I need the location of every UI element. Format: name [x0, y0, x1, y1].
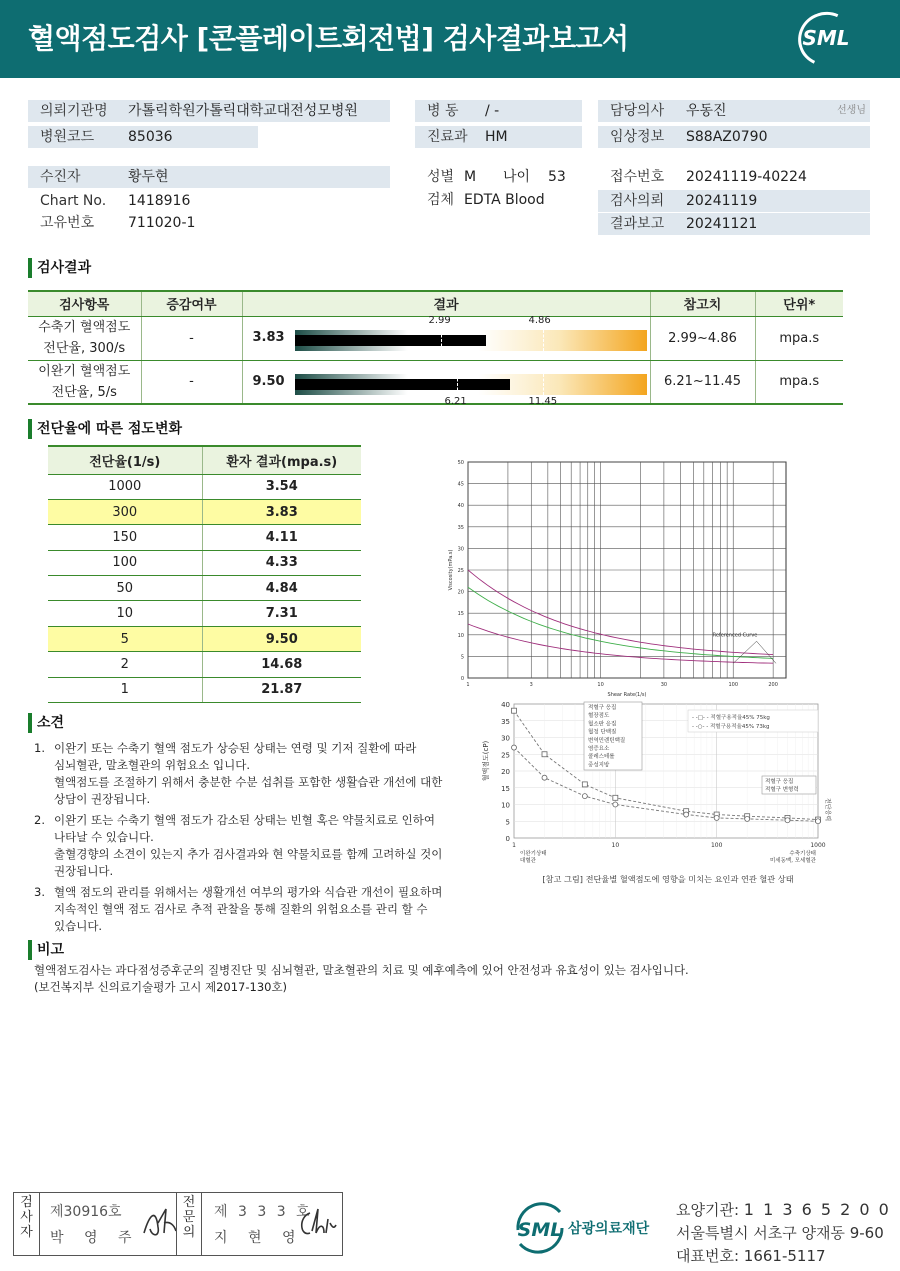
shear-row	[48, 576, 361, 601]
chart1-annotation: Referenced Curve	[712, 632, 758, 639]
chart2-series-75kg-point	[512, 708, 517, 713]
chart2-left-box-item: 변역민렌틴백질	[588, 737, 626, 744]
chart1-y-tick: 5	[460, 654, 464, 661]
chart2-y-tick: 25	[501, 751, 510, 760]
shear-row	[48, 474, 361, 499]
header-change: 증감여부	[141, 291, 242, 316]
shear-rate: 2	[48, 652, 202, 677]
chart2-left-box-item: 혈청 단백질	[588, 729, 617, 736]
report-header	[0, 0, 900, 78]
specimen-row: 검체 EDTA Blood	[415, 189, 585, 211]
doctor-header: 전 문 의	[176, 1193, 202, 1255]
chart2-left-box-item: 염증요소	[588, 746, 610, 752]
chart2-y-tick: 20	[501, 768, 510, 776]
chart2-x-left-label: 이완기상태	[520, 851, 547, 857]
doctor-license: 제 3 3 3 호	[214, 1204, 313, 1220]
chart1-y-label: Viscosity(mPa.s)	[448, 549, 454, 591]
patient-name: 황두현	[128, 169, 169, 185]
header-item: 검사항목	[28, 291, 141, 316]
chart2-x-right-label-2: 미세동맥, 모세혈관	[769, 858, 816, 864]
age-value: 53	[548, 169, 566, 185]
result-gauge-cell	[242, 360, 650, 407]
department-value: HM	[485, 129, 508, 145]
chart2-series-73kg-point	[613, 802, 618, 807]
doctor-signature	[296, 1203, 338, 1243]
shear-rate: 10	[48, 601, 202, 626]
shear-section-title: 전단율에 따른 점도변화	[28, 419, 182, 439]
ward-value: / -	[485, 103, 500, 119]
chart1-x-label: Shear Rate(1/s)	[607, 692, 647, 698]
doctor-row: 담당의사 우동진 선생님	[598, 100, 870, 122]
chart2-y-tick: 0	[505, 835, 510, 843]
shear-rate: 1000	[48, 474, 202, 499]
shear-result: 4.11	[202, 525, 361, 550]
chart2-series-73kg-point	[512, 745, 517, 750]
doctor-suffix: 선생님	[837, 105, 866, 116]
chart1-x-tick: 1	[466, 682, 470, 688]
chart2-series-73kg-point	[542, 775, 547, 780]
footer-info: 요양기관: 1 1 3 6 5 2 0 0 서울특별시 서초구 양재동 9-60 대표번호: 1661-5117	[676, 1200, 891, 1265]
gauge-ref-low-label: 6.21	[444, 395, 467, 407]
chart2-series-75kg-point	[613, 795, 618, 800]
shear-table	[48, 445, 361, 703]
result-gauge-fill	[295, 379, 511, 390]
chart2-y-tick: 40	[501, 701, 510, 709]
chart2-left-box-item: 적혈구 응집	[588, 705, 617, 711]
result-reference: 6.21~11.45	[650, 360, 755, 404]
technician-name: 박 영 주	[50, 1230, 140, 1246]
header-patient-result: 환자 결과(mpa.s)	[202, 446, 361, 474]
sex-age-row: 성별 M 나이 53	[415, 166, 585, 188]
request-date: 20241119	[686, 193, 758, 209]
report-title: 혈액점도검사 [콘플레이트회전법] 검사결과보고서	[28, 22, 629, 55]
header-unit: 단위*	[755, 291, 843, 316]
sml-logo: SML	[798, 12, 854, 66]
shear-rate: 300	[48, 499, 202, 524]
chart2-series-73kg-point	[714, 815, 719, 820]
chart1-y-tick: 30	[457, 546, 464, 553]
institution-value: 가톨릭학원가톨릭대학교대전성모병원	[128, 103, 358, 119]
chart1-y-tick: 40	[457, 503, 464, 510]
unique-number: 711020-1	[128, 215, 196, 231]
shear-result: 14.68	[202, 652, 361, 677]
shear-result: 4.84	[202, 576, 361, 601]
chart1-y-tick: 45	[457, 481, 464, 488]
reference-figure-chart	[480, 696, 840, 886]
shear-rate: 5	[48, 626, 202, 651]
chart1-x-tick: 10	[597, 682, 604, 688]
result-gauge	[295, 330, 647, 351]
footer-phone: 1661-5117	[743, 1247, 826, 1265]
result-reference: 2.99~4.86	[650, 316, 755, 360]
chart2-y-tick: 30	[501, 734, 510, 743]
clinical-row: 임상정보 S88AZ0790	[598, 126, 870, 148]
institution-row: 의뢰기관명 가톨릭학원가톨릭대학교대전성모병원	[28, 100, 390, 122]
chart2-left-box-item: 중성지방	[588, 762, 610, 769]
chart2-series-73kg-point	[745, 816, 750, 821]
chart2-y-tick: 5	[505, 818, 510, 827]
chart2-x-tick: 10	[611, 842, 620, 849]
shear-rate: 1	[48, 677, 202, 702]
chart1-x-tick: 200	[768, 682, 778, 688]
receipt-row: 접수번호 20241119-40224	[598, 166, 870, 188]
chart2-left-box-item: 혈소판 응집	[588, 721, 617, 728]
shear-row	[48, 550, 361, 575]
chart1-y-tick: 50	[457, 460, 464, 466]
clinical-value: S88AZ0790	[686, 129, 768, 145]
opinion-item: 1. 이완기 또는 수축기 혈액 점도가 상승된 상태는 연령 및 기저 질환에 따라 심뇌혈관, 말초혈관의 위험요소 입니다. 혈액점도를 조절하기 위해서 충분한 수분 섭취를 포함한 생활습관 개선에 대한 상담이 권장됩니다.	[34, 741, 443, 806]
hospital-code-row: 병원코드 85036	[28, 126, 258, 148]
result-value: 9.50	[252, 373, 285, 389]
result-gauge-cell	[242, 316, 650, 360]
ref-high-mark	[543, 330, 544, 351]
chart-number: 1418916	[128, 193, 191, 209]
notes-line-2: (보건복지부 신의료기술평가 고시 제2017-130호)	[34, 980, 288, 994]
results-header-row	[28, 291, 843, 316]
shear-row	[48, 499, 361, 524]
doctor-value: 우동진	[686, 103, 727, 119]
shear-result: 3.54	[202, 474, 361, 499]
ref-low-mark	[441, 330, 442, 351]
result-change: -	[141, 316, 242, 360]
chart2-y-tick: 15	[501, 784, 510, 793]
institution-code: 1 1 3 6 5 2 0 0	[743, 1200, 891, 1219]
opinion-item: 3. 혈액 점도의 관리를 위해서는 생활개선 여부의 평가와 식습관 개선이 필요하며 지속적인 혈액 점도 검사로 추적 관찰을 통해 질환의 위험요소를 관리 할 수 있습니다.	[34, 885, 443, 933]
chart2-legend-item: - -○- - 적혈구용적율45% 73kg	[692, 724, 770, 730]
notes-line-1: 혈액점도검사는 과다점성증후군의 질병진단 및 심뇌혈관, 말초혈관의 치료 및 예후예측에 있어 안전성과 유효성이 있는 검사입니다.	[34, 963, 689, 977]
chart2-right-axis-label: 전단응력	[824, 798, 831, 822]
shear-result: 4.33	[202, 550, 361, 575]
chart1-x-tick: 3	[529, 682, 533, 688]
shear-row	[48, 652, 361, 677]
header-result: 결과	[242, 291, 650, 316]
result-row	[28, 316, 843, 360]
result-gauge	[295, 374, 647, 395]
chart1-x-tick: 100	[728, 682, 739, 688]
shear-row	[48, 626, 361, 651]
gauge-ref-low-label: 2.99	[428, 314, 451, 326]
result-value: 3.83	[252, 329, 285, 345]
gauge-ref-high-label: 11.45	[528, 395, 558, 407]
chart2-right-box-item: 적혈구 변형력	[765, 787, 799, 793]
shear-row	[48, 601, 361, 626]
opinion-list	[34, 740, 454, 939]
shear-result: 21.87	[202, 677, 361, 702]
request-row: 검사의뢰 20241119	[598, 190, 870, 212]
chart1-y-tick: 15	[457, 611, 464, 618]
technician-signature	[140, 1203, 180, 1243]
chart-row: Chart No. 1418916	[28, 190, 390, 212]
chart1-y-tick: 20	[457, 589, 464, 596]
chart2-series-73kg-point	[785, 818, 790, 823]
shear-rate: 100	[48, 550, 202, 575]
opinion-item: 2. 이완기 또는 수축기 혈액 점도가 감소된 상태는 빈혈 혹은 약물치료로 인하여 나타날 수 있습니다. 출혈경향의 소견이 있는지 추가 검사결과와 현 약물치료를 함께 고려하실 것이 권장됩니다.	[34, 813, 443, 878]
header-shear-rate: 전단율(1/s)	[48, 446, 202, 474]
chart1-y-tick: 35	[457, 524, 464, 531]
chart2-series-73kg-point	[582, 794, 587, 799]
signature-box	[13, 1192, 343, 1256]
chart2-y-label: 혈액점도(cP)	[482, 740, 490, 782]
chart1-y-tick: 25	[457, 568, 464, 574]
chart2-right-box-item: 적혈구 응집	[765, 779, 794, 785]
chart2-x-right-label: 수축기상태	[789, 851, 816, 857]
ward-row: 병 동 / -	[415, 100, 582, 122]
result-gauge-fill	[295, 335, 487, 346]
report-row: 결과보고 20241121	[598, 213, 870, 235]
shear-row	[48, 677, 361, 702]
technician-license: 제30916호	[50, 1204, 122, 1220]
chart2-x-left-label-2: 대혈관	[520, 858, 536, 864]
shear-result: 3.83	[202, 499, 361, 524]
chart2-legend-item: - -□- - 적혈구용적율45% 75kg	[692, 715, 770, 721]
chart1-y-tick: 0	[460, 676, 464, 682]
chart2-series-73kg-point	[816, 819, 821, 824]
chart2-left-box-item: 혈장점도	[588, 713, 610, 720]
chart2-x-tick: 100	[710, 842, 723, 849]
ref-low-mark	[457, 374, 458, 395]
shear-result: 7.31	[202, 601, 361, 626]
chart2-y-tick: 10	[501, 801, 510, 810]
chart2-y-tick: 35	[501, 717, 510, 726]
shear-result: 9.50	[202, 626, 361, 651]
chart2-series-73kg-point	[684, 812, 689, 817]
chart2-x-tick: 1	[512, 842, 516, 849]
specimen-value: EDTA Blood	[464, 192, 545, 208]
notes-section-title: 비고	[28, 940, 64, 960]
footer-address: 서울특별시 서초구 양재동 9-60	[676, 1224, 884, 1242]
shear-rate: 150	[48, 525, 202, 550]
shear-header-row	[48, 446, 361, 474]
chart2-caption: [참고 그림] 전단율별 혈액점도에 영향을 미치는 요인과 연관 혈관 상태	[542, 874, 794, 884]
doctor-name: 지 현 영	[214, 1230, 304, 1246]
notes-text	[34, 962, 894, 996]
gauge-ref-high-label: 4.86	[528, 314, 551, 326]
result-item: 이완기 혈액점도 전단율, 5/s	[28, 360, 141, 404]
results-table	[28, 290, 843, 405]
header-reference: 참고치	[650, 291, 755, 316]
ref-high-mark	[543, 374, 544, 395]
footer-org-name: 삼광의료재단	[568, 1221, 650, 1237]
svg-text:SML: SML	[517, 1219, 563, 1241]
patient-row: 수진자 황두현	[28, 166, 390, 188]
report-date: 20241121	[686, 216, 758, 232]
viscosity-curve-chart	[440, 452, 800, 700]
footer-logo	[510, 1200, 675, 1255]
hospital-code-value: 85036	[128, 129, 173, 145]
chart2-series-75kg-point	[582, 782, 587, 787]
chart2-left-box-item: 콜레스테롤	[588, 754, 615, 761]
chart1-x-tick: 30	[660, 682, 668, 688]
result-unit: mpa.s	[755, 316, 843, 360]
chart2-x-tick: 1000	[810, 842, 826, 849]
result-item: 수축기 혈액점도 전단율, 300/s	[28, 316, 141, 360]
result-change: -	[141, 360, 242, 404]
sex-value: M	[464, 169, 477, 185]
receipt-value: 20241119-40224	[686, 169, 807, 185]
department-row: 진료과 HM	[415, 126, 582, 148]
result-unit: mpa.s	[755, 360, 843, 404]
shear-rate: 50	[48, 576, 202, 601]
chart2-series-75kg-point	[542, 752, 547, 757]
technician-header: 검 사 자	[14, 1193, 40, 1255]
results-section-title: 검사결과	[28, 258, 91, 278]
chart1-y-tick: 10	[457, 632, 464, 639]
opinion-section-title: 소견	[28, 713, 64, 733]
result-row	[28, 360, 843, 404]
shear-row	[48, 525, 361, 550]
unique-row: 고유번호 711020-1	[28, 212, 390, 234]
